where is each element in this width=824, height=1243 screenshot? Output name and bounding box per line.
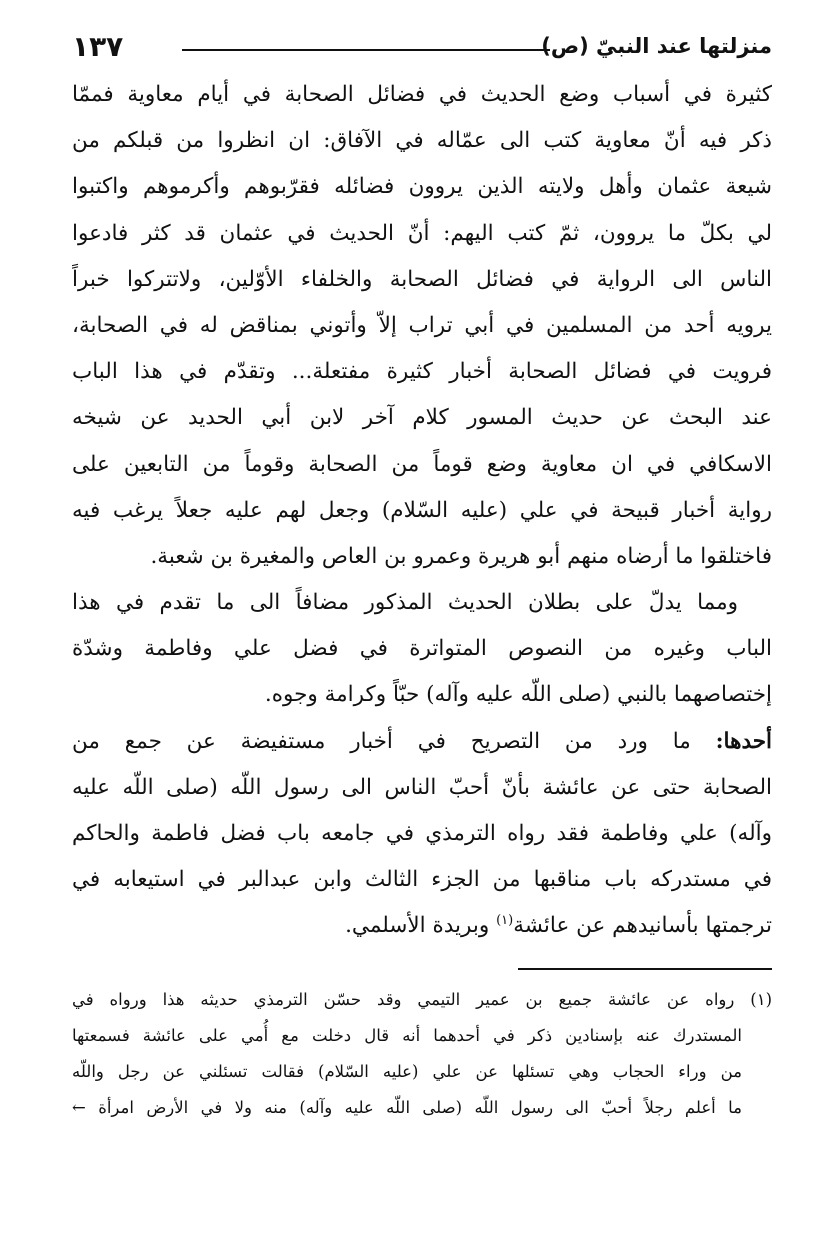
line-tail: وبريدة الأسلمي. [345,913,497,939]
page-number: ١٣٧ [72,30,124,63]
text-line: الباب وغيره من النصوص المتواترة في فضل علي وفاطمة وشدّة [72,636,772,662]
text-line: لي بكلّ ما يروون، ثمّ كتب اليهم: أنّ الحديث في عثمان قد كثر فادعوا [72,220,772,246]
text-line: كثيرة في أسباب وضع الحديث في فضائل الصحابة في أيام معاوية فممّا [72,82,772,107]
main-text [72,72,772,950]
text-line: ومما يدلّ على بطلان الحديث المذكور مضافاً الى ما تقدم في هذا [72,590,738,616]
footnote-line: (١) رواه عن عائشة جميع بن عمير التيمي وقد حسّن الترمذي حديثه هذا ورواه في [72,990,772,1009]
text-line: يرويه أحد من المسلمين في أبي تراب إلاّ وأتوني بمناقض له في الصحابة، [72,312,772,338]
running-title: منزلتها عند النبيّ (ص) [541,34,772,58]
text-line: الصحابة حتى عن عائشة بأنّ أحبّ الناس الى رسول اللّه (صلى اللّه عليه [72,774,772,800]
footnote-line: من وراء الحجاب وهي تسئلها عن علي (عليه السّلام) فقالت تسئلني عن رجل واللّه [72,1062,742,1081]
text-line: وآله) علي وفاطمة فقد رواه الترمذي في جامعه باب فضل فاطمة والحاكم [72,821,772,846]
line-text: ترجمتها بأسانيدهم عن عائشة [513,913,772,939]
text-line-first-point [72,719,772,765]
text-line: إختصاصهما بالنبي (صلى اللّه عليه وآله) حبّاً وكرامة وجوه. [264,682,772,708]
text-line: فاختلقوا ما أرضاه منهم أبو هريرة وعمرو بن العاص والمغيرة بن شعبة. [150,543,772,569]
text-line: رواية أخبار قبيحة في علي (عليه السّلام) وجعل لهم عليه جعلاً يرغب فيه [72,497,772,523]
page-header [72,30,772,66]
footnote-line: ما أعلم رجلاً أحبّ الى رسول اللّه (صلى اللّه عليه وآله) منه ولا في الأرض امرأة ← [72,1098,742,1117]
text-line: في مستدركه باب مناقبها من الجزء الثالث وابن عبدالبر في استيعابه في [72,867,772,893]
text-line: ذكر فيه أنّ معاوية كتب الى عمّاله في الآفاق: ان انظروا من قبلكم من [72,128,772,154]
text-line: شيعة عثمان وأهل ولايته الذين يروون فضائله فقرّبوهم وأكرموهم واكتبوا [72,174,772,200]
text-line: الناس الى الرواية في فضائل الصحابة والخلفاء الأوّلين، ولاتتركوا خبراً [72,266,772,292]
point-text: ما ورد من التصريح في أخبار مستفيضة عن جمع من [72,728,691,754]
header-rule [182,49,550,51]
footnote-line: المستدرك عنه بإسنادين ذكر في أحدهما أنه قال دخلت مع أُمي على عائشة فسمعتها [72,1026,742,1045]
footnote-reference[interactable]: (١) [496,913,514,929]
point-label: أحدها: [715,728,772,754]
footnotes [72,982,772,1126]
text-line-with-footnote [72,903,772,949]
footnote-separator [518,968,772,970]
text-line: فرويت في فضائل الصحابة أخبار كثيرة مفتعلة... وتقدّم في هذا الباب [72,359,772,385]
text-line: عند البحث عن حديث المسور كلام آخر لابن أبي الحديد عن شيخه [72,405,772,431]
text-line: الاسكافي في ان معاوية وضع قوماً من الصحابة وقوماً من التابعين على [72,451,772,477]
